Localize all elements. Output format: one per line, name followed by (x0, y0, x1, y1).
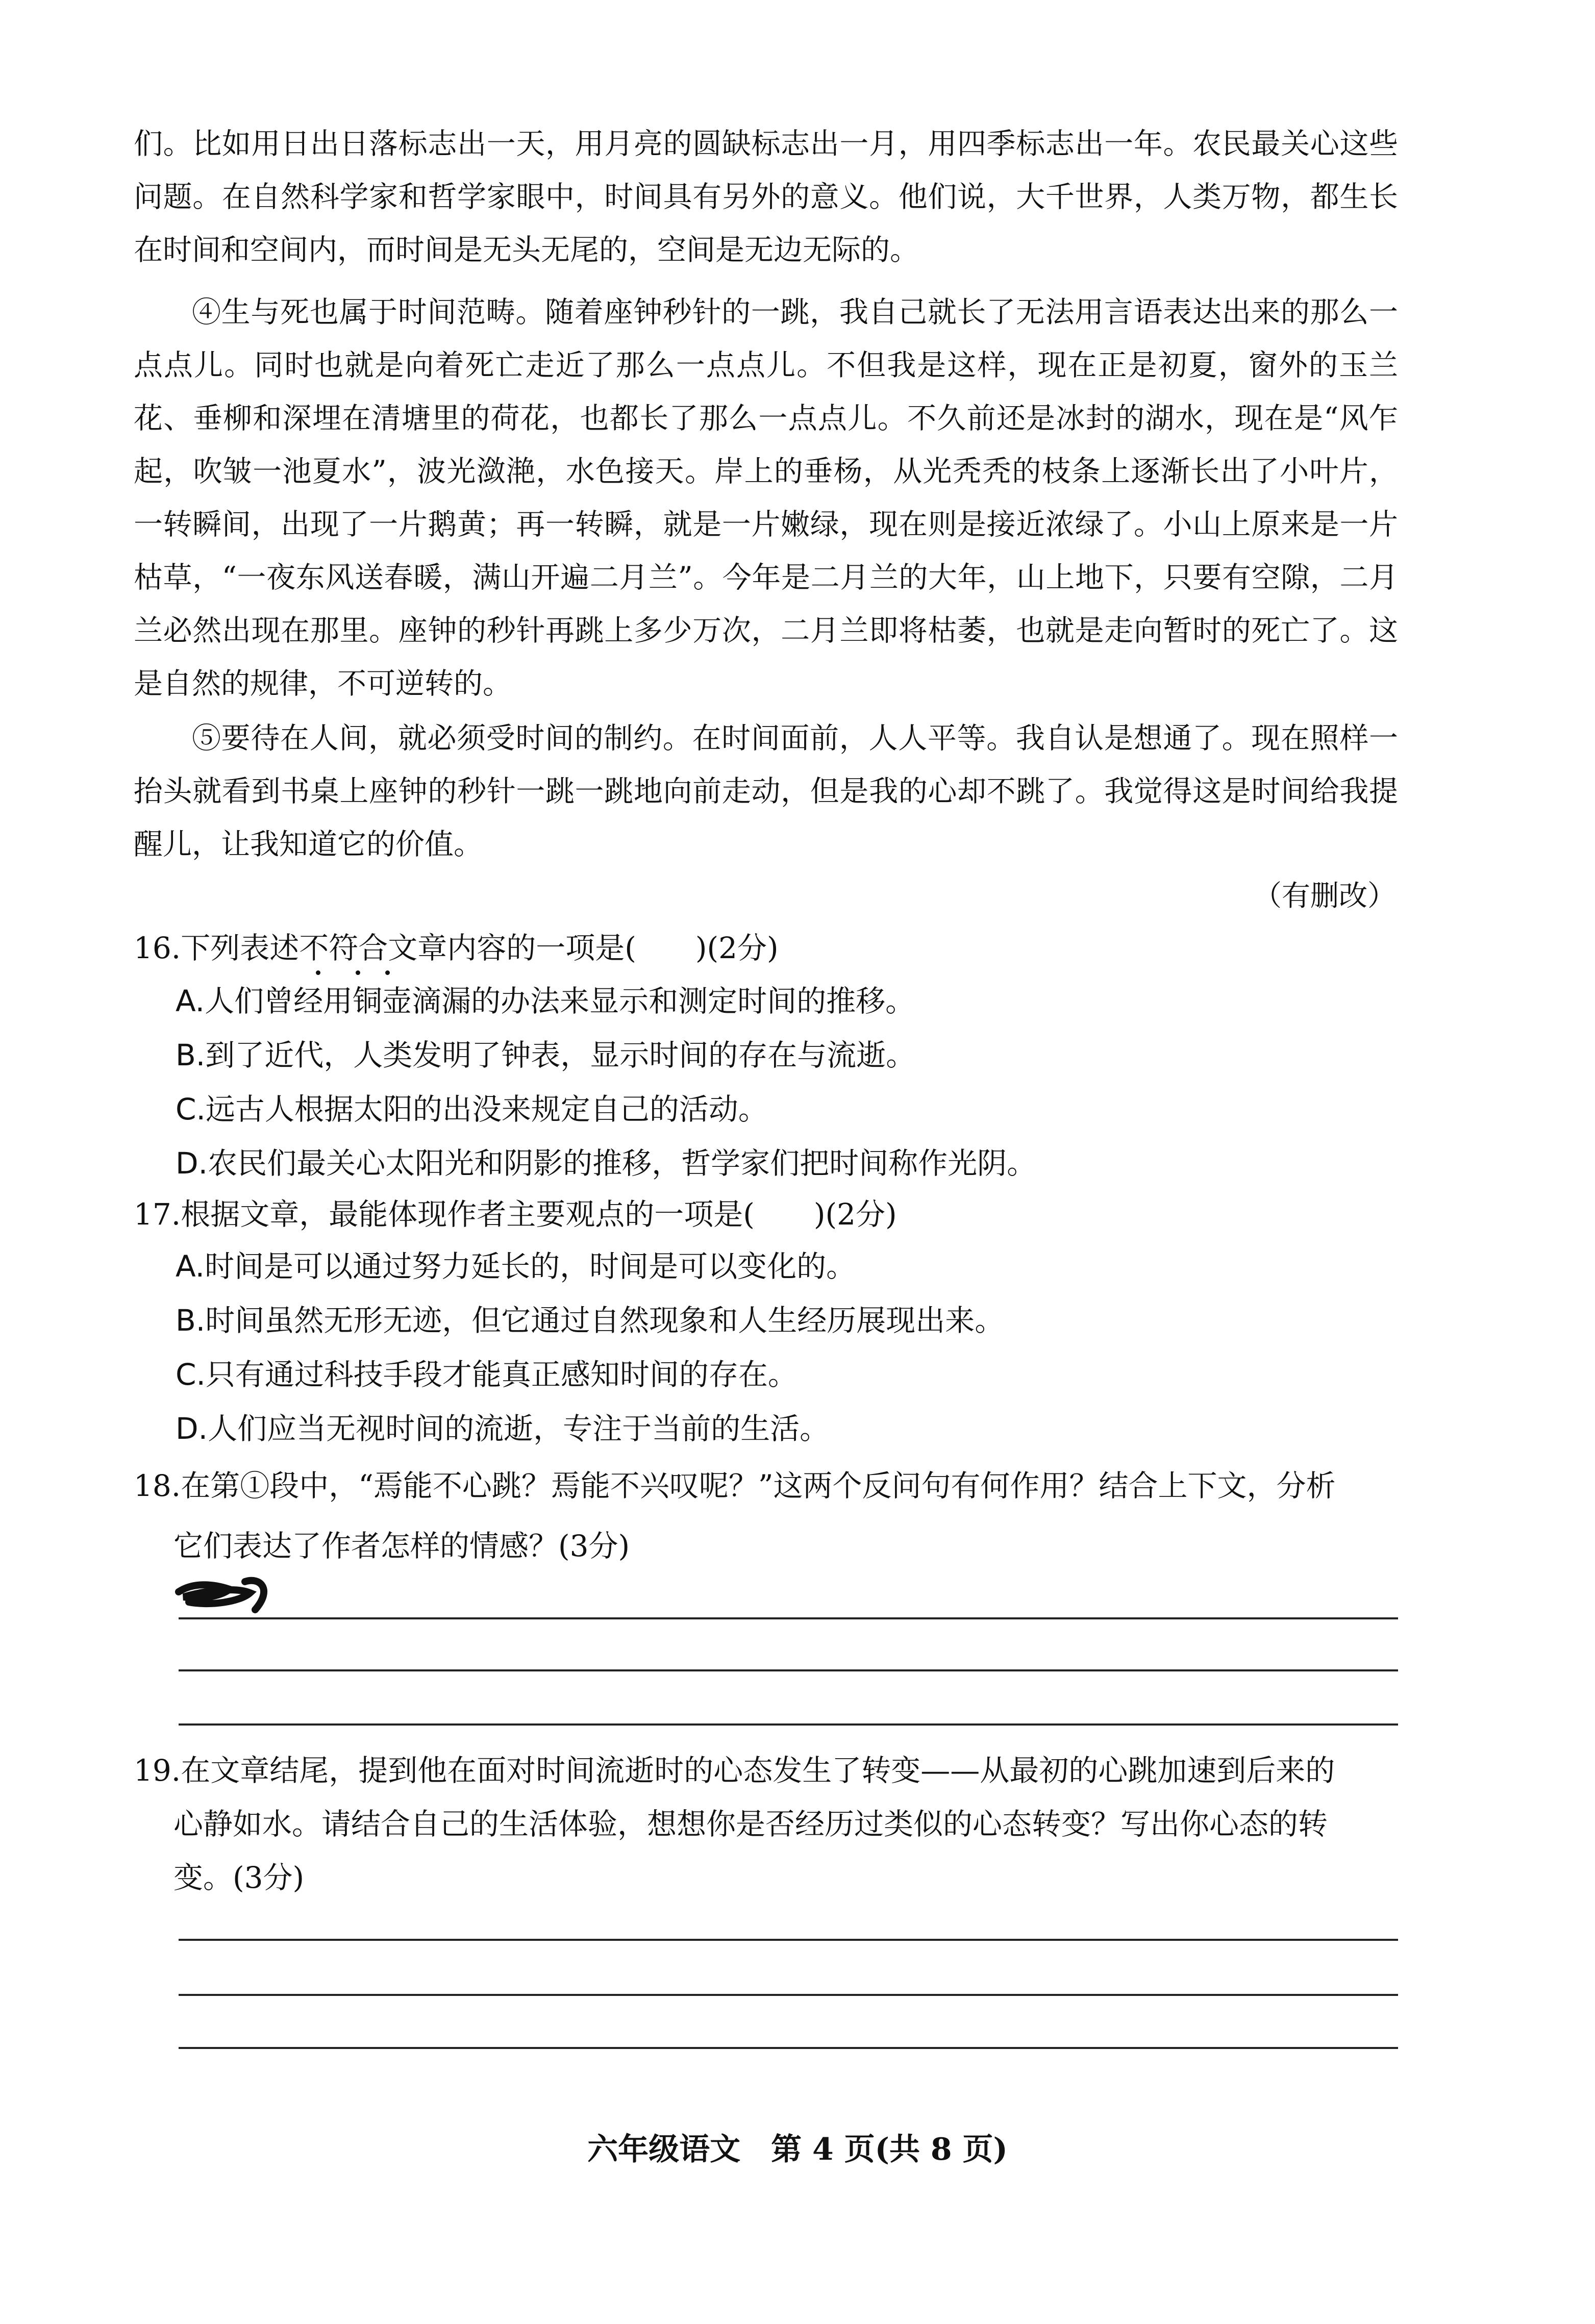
question-16-stem: 16.下列表述不符合文章内容的一项是( )(2分) (134, 931, 779, 965)
question-17-option-c: C.只有通过科技手段才能真正感知时间的存在。 (176, 1357, 797, 1392)
question-16-option-a: A.人们曾经用铜壶滴漏的办法来显示和测定时间的推移。 (176, 984, 915, 1018)
answer-line[interactable] (179, 1939, 1398, 1941)
answer-line[interactable] (179, 1617, 1398, 1619)
question-19-stem-continued: 心静如水。请结合自己的生活体验，想想你是否经历过类似的心态转变？写出你心态的转 (173, 1807, 1328, 1841)
emphasis-dot (356, 970, 360, 975)
pen-scribble-mark (173, 1561, 276, 1617)
question-17-option-b: B.时间虽然无形无迹，但它通过自然现象和人生经历展现出来。 (176, 1303, 1005, 1338)
question-17-option-a: A.时间是可以通过努力延长的，时间是可以变化的。 (176, 1249, 856, 1284)
question-16-option-d: D.农民们最关心太阳光和阴影的推移，哲学家们把时间称作光阴。 (176, 1146, 1037, 1181)
question-18-stem-continued: 它们表达了作者怎样的情感？(3分) (173, 1529, 630, 1563)
answer-line[interactable] (179, 2047, 1398, 2049)
question-17-option-d: D.人们应当无视时间的流逝，专注于当前的生活。 (176, 1411, 830, 1446)
passage-paragraph-5: ⑤要待在人间，就必须受时间的制约。在时间面前，人人平等。我自认是想通了。现在照样一抬头就看到书桌上座钟的秒针一跳一跳地向前走动，但是我的心却不跳了。我觉得这是时间给我提醒儿，让我知道它的价值。 (134, 721, 1398, 861)
emphasis-dot (316, 970, 320, 975)
question-16-option-b: B.到了近代，人类发明了钟表，显示时间的存在与流逝。 (176, 1038, 916, 1072)
passage-paragraph-4: ④生与死也属于时间范畴。随着座钟秒针的一跳，我自己就长了无法用言语表达出来的那么一点点儿。同时也就是向着死亡走近了那么一点点儿。不但我是这样，现在正是初夏，窗外的玉兰花、垂柳和深埋在清塘里的荷花，也都长了那么一点点儿。不久前还是冰封的湖水，现在是“风乍起，吹皱一池夏水”，波光潋滟，水色接天。岸上的垂杨，从光秃秃的枝条上逐渐长出了小叶片，一转瞬间，出现了一片鹅黄；再一转瞬，就是一片嫩绿，现在则是接近浓绿了。小山上原来是一片枯草，“一夜东风送春暖，满山开遍二月兰”。今年是二月兰的大年，山上地下，只要有空隙，二月兰必然出现在那里。座钟的秒针再跳上多少万次，二月兰即将枯萎，也就是走向暂时的死亡了。这是自然的规律，不可逆转的。 (134, 295, 1398, 701)
question-16-option-c: C.远古人根据太阳的出没来规定自己的活动。 (176, 1092, 768, 1127)
question-19-stem: 19.在文章结尾，提到他在面对时间流逝时的心态发生了转变——从最初的心跳加速到后来的 (134, 1753, 1335, 1788)
question-18-stem: 18.在第①段中，“焉能不心跳？焉能不兴叹呢？”这两个反问句有何作用？结合上下文，分析 (134, 1468, 1336, 1503)
question-17-stem: 17.根据文章，最能体现作者主要观点的一项是( )(2分) (134, 1197, 897, 1232)
page-footer: 六年级语文 第 4 页(共 8 页) (587, 2132, 1008, 2167)
answer-line[interactable] (179, 1994, 1398, 1996)
question-19-stem-end: 变。(3分) (173, 1860, 305, 1895)
emphasis-dot (385, 970, 390, 975)
source-note: （有删改） (1253, 880, 1396, 913)
answer-line[interactable] (179, 1723, 1398, 1726)
answer-line[interactable] (179, 1669, 1398, 1671)
passage-paragraph-3-end: 们。比如用日出日落标志出一天，用月亮的圆缺标志出一月，用四季标志出一年。农民最关心这些问题。在自然科学家和哲学家眼中，时间具有另外的意义。他们说，大千世界，人类万物，都生长在时间和空间内，而时间是无头无尾的，空间是无边无际的。 (134, 127, 1398, 267)
